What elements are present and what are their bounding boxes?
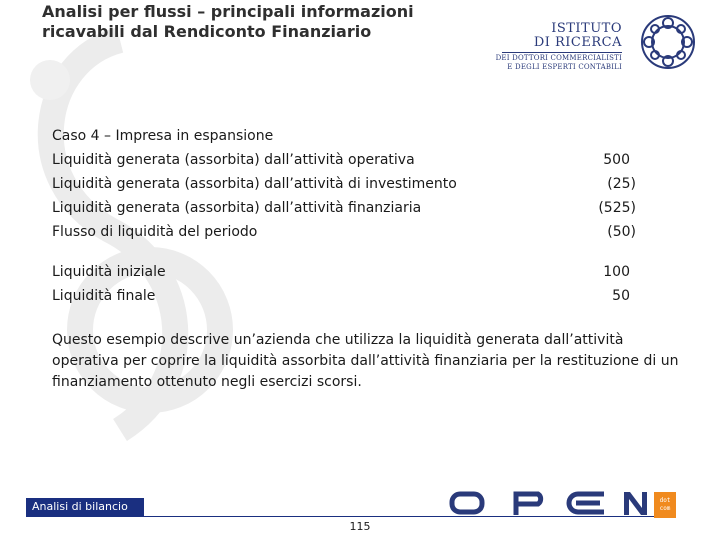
- investing-cash-label: Liquidità generata (assorbita) dall’attività di investimento: [52, 176, 457, 192]
- period-flow-value: (50): [607, 224, 636, 240]
- badge-line-1: dot: [659, 497, 671, 504]
- logo-rule: [502, 52, 622, 53]
- slide-title: [42, 2, 414, 42]
- final-cash-label: Liquidità finale: [52, 288, 156, 304]
- open-dot-com-badge: [654, 492, 676, 518]
- initial-cash-value: 100: [603, 264, 630, 280]
- slide-title-line-2: ricavabili dal Rendiconto Finanziario: [42, 22, 372, 41]
- period-flow-label: Flusso di liquidità del periodo: [52, 224, 258, 240]
- slide-title-line-1: Analisi per flussi – principali informazioni: [42, 2, 414, 21]
- footer-section-label: Analisi di bilancio: [26, 498, 144, 516]
- initial-cash-label: Liquidità iniziale: [52, 264, 166, 280]
- logo-line-1: ISTITUTO: [551, 21, 622, 36]
- case-heading: Caso 4 – Impresa in espansione: [52, 128, 274, 144]
- final-cash-value: 50: [612, 288, 630, 304]
- explanation-paragraph: Questo esempio descrive un’azienda che utilizza la liquidità generata dall’attività operativa per coprire la liquidità assorbita dall’attività finanziaria per la restituzione di un finanziamento ottenuto negli esercizi scorsi.: [52, 332, 679, 390]
- investing-cash-value: (25): [607, 176, 636, 192]
- financing-cash-value: (525): [598, 200, 636, 216]
- operating-cash-value: 500: [603, 152, 630, 168]
- operating-cash-label: Liquidità generata (assorbita) dall’attività operativa: [52, 152, 415, 168]
- badge-line-2: com: [659, 505, 671, 512]
- logo-line-3: DEI DOTTORI COMMERCIALISTI: [495, 54, 622, 62]
- logo-line-2: DI RICERCA: [533, 35, 622, 50]
- institute-logo-text: [488, 22, 622, 72]
- page-number: 115: [349, 520, 371, 533]
- open-logo-icon: [446, 488, 652, 518]
- logo-line-4: E DEGLI ESPERTI CONTABILI: [507, 63, 622, 71]
- institute-emblem-icon: [640, 14, 696, 70]
- financing-cash-label: Liquidità generata (assorbita) dall’attività finanziaria: [52, 200, 422, 216]
